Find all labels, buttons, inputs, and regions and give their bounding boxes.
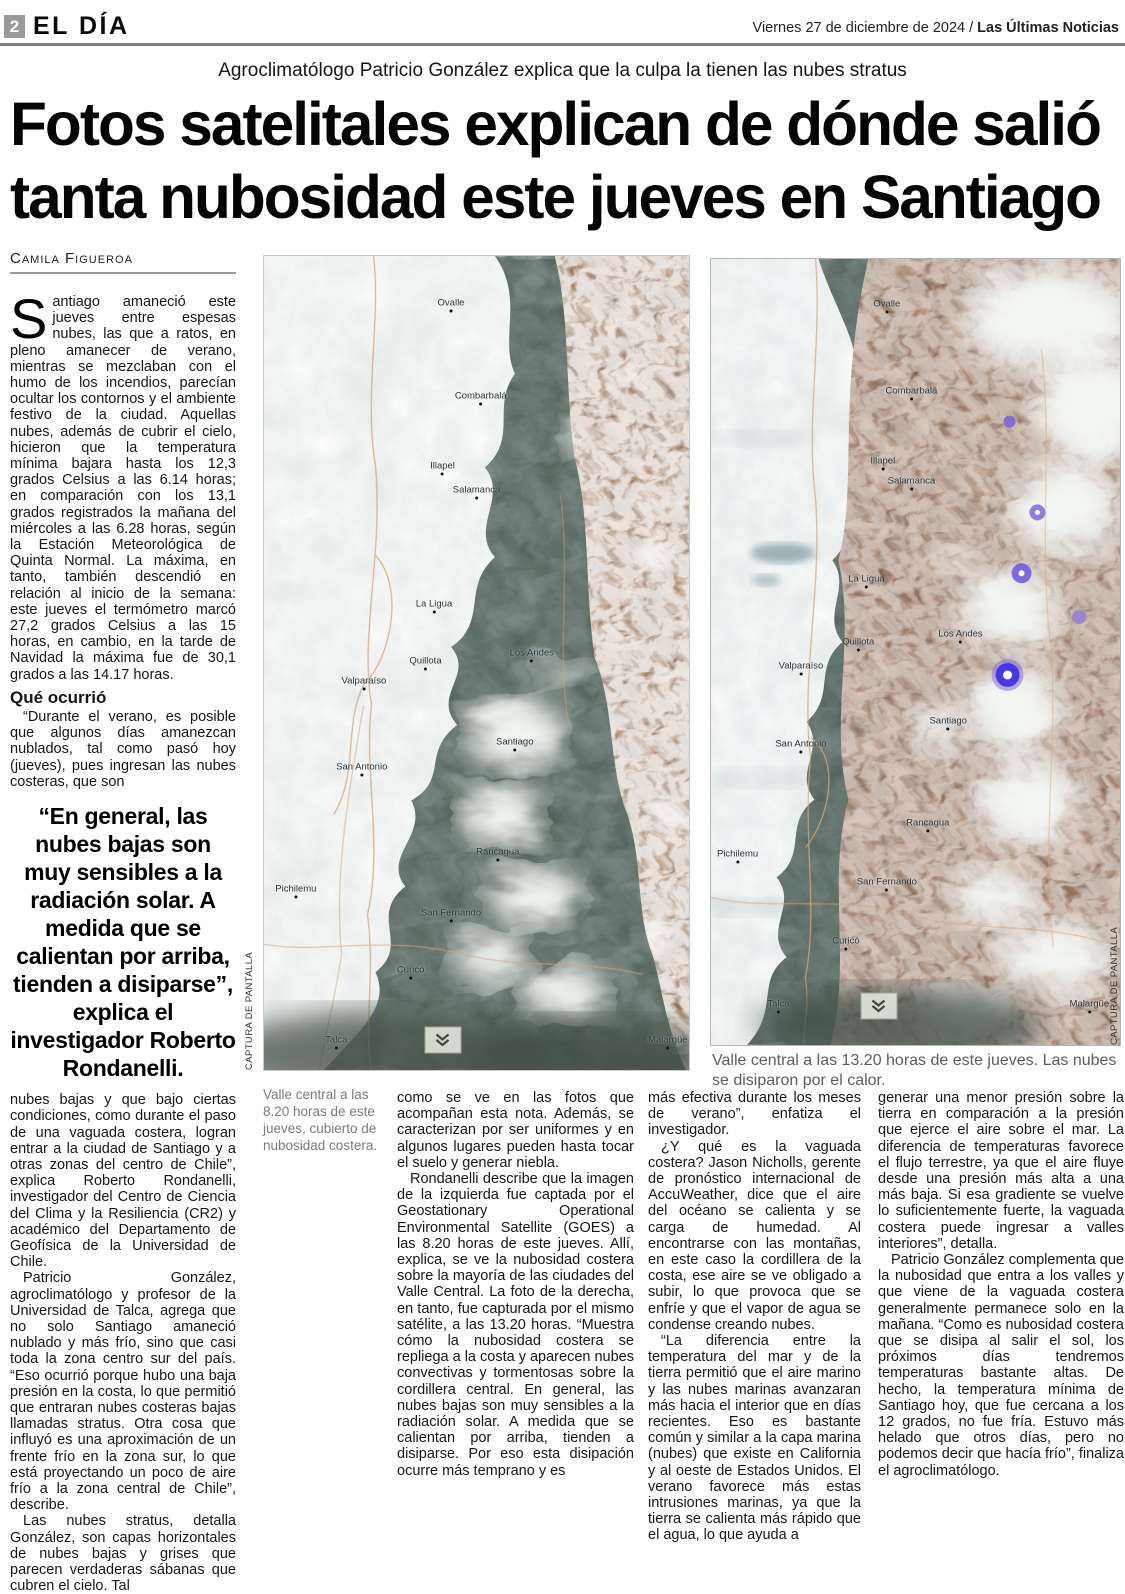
- paragraph: más efectiva durante los meses de verano”, enfatiza el investigador.: [648, 1090, 861, 1139]
- map-city-label: Illapel: [430, 460, 455, 475]
- map-city-label: Los Andes: [938, 629, 982, 644]
- map-city-label: Valparaíso: [779, 660, 824, 675]
- satellite-photo-left: [263, 255, 690, 1071]
- map-city-label: San Fernando: [421, 908, 481, 923]
- map-city-label: Valparaíso: [342, 676, 387, 691]
- map-city-label: Ovalle: [873, 299, 900, 314]
- headline-line1: Fotos satelitales explican de dónde salió: [10, 90, 1100, 158]
- map-city-label: Rancagua: [906, 817, 949, 832]
- map-city-label: Santiago: [929, 715, 967, 730]
- double-chevron-down-icon: [433, 1032, 453, 1047]
- map-labels-left: [264, 256, 689, 1070]
- page-number-box: 2: [4, 15, 25, 38]
- map-city-label: Curicó: [397, 965, 424, 980]
- article-column-1: [10, 287, 236, 1594]
- masthead-rule: [0, 43, 1125, 46]
- map-city-label: San Antonio: [336, 761, 387, 776]
- paragraph: “Durante el verano, es posible que algunos días amanezcan nublados, tal como pasó hoy (jueves), pues ingresan las nubes costeras, que son: [10, 709, 236, 790]
- headline: [10, 90, 1115, 240]
- paragraph: Patricio González, agroclimatólogo y profesor de la Universidad de Talca, agrega que no solo Santiago amaneció nublado y más frío, sino que casi toda la zona centro sur del país. “Eso ocurrió porque hubo una baja presión en la costa, lo que permitió que entraran nubes costeras bajas llamadas stratus. Otra cosa que influyó es una aproximación de un frente frío en la zona sur, lo que está proyectando un poco de aire frío a la zona central de Chile”, describe.: [10, 1270, 236, 1514]
- map-city-label: Illapel: [870, 456, 895, 471]
- byline: Camila Figueroa: [10, 250, 236, 274]
- map-city-label: Talca: [767, 998, 789, 1013]
- subhead-que-ocurrio: Qué ocurrió: [10, 687, 107, 707]
- map-city-label: San Antonio: [775, 739, 826, 754]
- photo-credit-right: CAPTURA DE PANTALLA: [1109, 926, 1120, 1045]
- date-text: Viernes 27 de diciembre de 2024: [752, 20, 966, 36]
- double-chevron-down-icon: [869, 998, 889, 1013]
- collapse-chevron-button-left[interactable]: [424, 1026, 461, 1053]
- map-city-label: Quillota: [409, 656, 441, 671]
- caption-right-photo: Valle central a las 13.20 horas de este jueves. Las nubes se disiparon por el calor.: [712, 1052, 1117, 1089]
- paragraph: Rondanelli describe que la imagen de la izquierda fue captada por el Geostationary Operational Environmental Satellite (GOES) a las 8.20 horas de este jueves. Allí, explica, se ve la nubosidad costera sobre la mayoría de las ciudades del Valle Central. La foto de la derecha, en tanto, fue capturada por el mismo satélite, a las 13.20 horas. “Muestra cómo la nubosidad costera se repliega a la costa y aparecen nubes convectivas y tormentosas sobre la cordillera central. En general, las nubes bajas son muy sensibles a la radiación solar. A medida que se calientan por arriba, tienden a disiparse. Por eso esta disipación ocurre más temprano y es: [397, 1171, 634, 1479]
- pull-quote: “En general, las nubes bajas son muy sensibles a la radiación solar. A medida que se calientan por arriba, tienden a disiparse”, explica el investigador Roberto Rondanelli.: [10, 803, 236, 1082]
- map-city-label: La Ligua: [416, 599, 452, 614]
- headline-line2: tanta nubosidad este jueves en Santiago: [10, 163, 1100, 231]
- paragraph: nubes bajas y que bajo ciertas condiciones, como durante el paso de una vaguada costera, logran entrar a la ciudad de Santiago y a otras zonas del centro de Chile”, explica Roberto Rondanelli, investigador del Centro de Ciencia del Clima y la Resiliencia (CR2) y académico del Departamento de Geofísica de la Universidad de Chile.: [10, 1092, 236, 1271]
- map-city-label: Santiago: [496, 737, 534, 752]
- map-city-label: Salamanca: [888, 476, 936, 491]
- map-city-label: Malargüe: [1070, 998, 1110, 1013]
- article-column-2: [397, 1090, 634, 1479]
- map-city-label: Curicó: [832, 935, 859, 950]
- map-labels-right: [711, 259, 1120, 1045]
- map-city-label: Quillota: [842, 637, 874, 652]
- map-city-label: Combarbalá: [455, 391, 507, 406]
- map-city-label: Pichilemu: [717, 849, 758, 864]
- article-column-4: [878, 1090, 1124, 1479]
- dateline: [753, 20, 1119, 36]
- map-city-label: Rancagua: [476, 847, 519, 862]
- drop-cap: S: [10, 287, 48, 350]
- paragraph: como se ve en las fotos que acompañan esta nota. Además, se caracterizan por ser uniformes y en algunos lugares pueden hasta tocar el suelo y generar niebla.: [397, 1090, 634, 1171]
- paragraph: ¿Y qué es la vaguada costera? Jason Nicholls, gerente de pronóstico internacional de AccuWeather, dice que el aire del océano se calienta y se carga de humedad. Al encontrarse con las montañas, en este caso la cordillera de la costa, ese aire se ve obligado a subir, lo que provoca que se enfríe y que el vapor de agua se condense creando nubes.: [648, 1138, 861, 1333]
- paragraph: Patricio González complementa que la nubosidad que entra a los valles y que viene de la vaguada costera generalmente permanece solo en la mañana. “Como es nubosidad costera que se disipa al salir el sol, los próximos días tendremos temperaturas bastante altas. De hecho, la temperatura mínima de Santiago hoy, que fue cercana a los 12 grados, no fue fría. Estuvo más helado que otros días, pero no podemos decir que hacía frío”, finaliza el agroclimatólogo.: [878, 1252, 1124, 1479]
- map-city-label: Combarbalá: [886, 385, 938, 400]
- caption-left-photo: Valle central a las 8.20 horas de este jueves, cubierto de nubosidad costera.: [263, 1087, 378, 1153]
- map-city-label: San Fernando: [857, 876, 917, 891]
- satellite-photo-right: [710, 258, 1121, 1046]
- date-separator: /: [965, 20, 978, 36]
- map-city-label: Talca: [325, 1034, 347, 1049]
- map-city-label: Salamanca: [453, 485, 501, 500]
- map-city-label: Pichilemu: [275, 883, 316, 898]
- map-city-label: Los Andes: [510, 647, 554, 662]
- kicker: Agroclimatólogo Patricio González explica que la culpa la tienen las nubes stratus: [218, 60, 907, 81]
- collapse-chevron-button-right[interactable]: [860, 992, 897, 1019]
- paragraph: Las nubes stratus, detalla González, son capas horizontales de nubes bajas y grises que parecen verdaderas sábanas que cubren el cielo. Tal: [10, 1513, 236, 1594]
- paragraph: [10, 287, 236, 683]
- map-city-label: Ovalle: [438, 297, 465, 312]
- photo-credit-left: CAPTURA DE PANTALLA: [244, 951, 255, 1070]
- paragraph-text: antiago amaneció este jueves entre espesas nubes, las que a ratos, en pleno amanecer de verano, mientras se mezclaban con el humo de los incendios, parecían ocultar los contornos y el ambiente festivo de la ciudad. Aquellas nubes, además de cubrir el cielo, hicieron que la temperatura mínima bajara hasta los 12,3 grados Celsius a las 6.14 horas; en comparación con los 13,1 grados registrados la mañana del miércoles a las 6.28 horas, según la Estación Meteorológica de Quinta Normal. La máxima, en tanto, también descendió en relación al inicio de la semana: este jueves el termómetro marcó 27,2 grados Celsius a las 15 horas, en cambio, en la tarde de Navidad la máxima fue de 30,1 grados a las 14.17 horas.: [10, 294, 236, 683]
- map-city-label: Malargüe: [648, 1034, 688, 1049]
- paragraph: generar una menor presión sobre la tierra en comparación a la presión que ejerce el aire sobre el mar. La diferencia de temperaturas favorece el flujo terrestre, ya que el aire fluye desde una presión más alta a una más baja. Si esa gradiente se vuelve lo suficientemente fuerte, la vaguada costera puede ingresar a valles interiores”, detalla.: [878, 1090, 1124, 1252]
- article-column-3: [648, 1090, 861, 1544]
- section-title: EL DÍA: [33, 12, 130, 40]
- map-city-label: La Ligua: [848, 574, 884, 589]
- paragraph: “La diferencia entre la temperatura del mar y de la tierra permitió que el aire marino y las nubes marinas avanzaran más hacia el interior que en días recientes. Eso es bastante común y similar a la capa marina (nubes) que existe en California y al oeste de Estados Unidos. El verano favorece más estas intrusiones marinas, ya que la tierra se calienta más rápido que el agua, lo que ayuda a: [648, 1333, 861, 1544]
- publication-name: Las Últimas Noticias: [977, 20, 1119, 36]
